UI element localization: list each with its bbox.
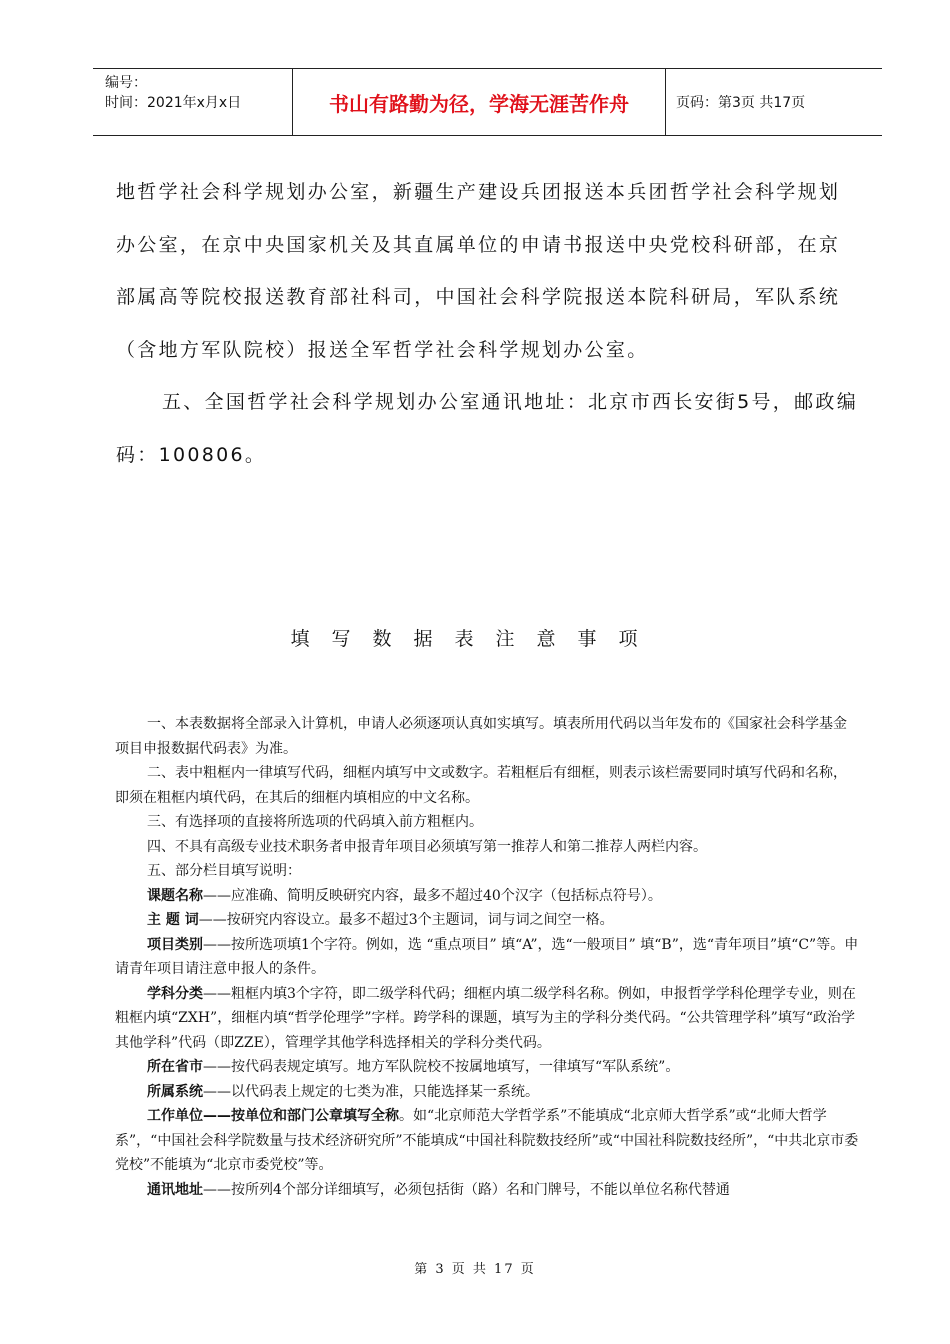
- page-header: [93, 68, 882, 136]
- field-term: 所属系统: [147, 1083, 203, 1100]
- field-description: ——应准确、简明反映研究内容，最多不超过40个汉字（包括标点符号）。: [203, 887, 662, 904]
- field-note: [115, 1178, 860, 1203]
- field-term: 项目类别: [147, 936, 203, 953]
- note-paragraph: 三、有选择项的直接将所选项的代码填入前方粗框内。: [147, 814, 483, 830]
- field-note: [115, 1080, 860, 1105]
- header-meta: [93, 69, 293, 135]
- body-paragraph: 地哲学社会科学规划办公室，新疆生产建设兵团报送本兵团哲学社会科学规划办公室，在京中央国家机关及其直属单位的申请书报送中央党校科研部，在京部属高等院校报送教育部社科司，中国社会科学院报送本院科研局，军队系统（含地方军队院校）报送全军哲学社会科学规划办公室。: [116, 181, 841, 361]
- section-title: 填写数据表注意事项: [290, 628, 660, 650]
- notes-section: [115, 712, 860, 1202]
- document-time: 时间：2021年x月x日: [105, 95, 242, 111]
- field-note: [115, 982, 860, 1056]
- body-text: [116, 166, 858, 481]
- header-motto: 书山有路勤为径，学海无涯苦作舟: [293, 69, 666, 135]
- field-description: ——按研究内容设立。最多不超过3个主题词，词与词之间空一格。: [198, 912, 614, 928]
- body-paragraph: 五、全国哲学社会科学规划办公室通讯地址：北京市西长安街5号，邮政编码：100806。: [116, 391, 858, 466]
- field-note: [115, 908, 860, 933]
- header-page-number: 页码：第3页 共17页: [676, 95, 806, 111]
- field-term: 工作单位——按单位和部门公章填写全称: [147, 1108, 399, 1124]
- note-paragraph: 二、表中粗框内一律填写代码，细框内填写中文或数字。若粗框后有细框，则表示该栏需要同时填写代码和名称，即须在粗框内填代码，在其后的细框内填相应的中文名称。: [115, 765, 847, 806]
- document-number: 编号：: [105, 75, 147, 91]
- field-description: ——粗框内填3个字符，即二级学科代码；细框内填二级学科名称。例如，申报哲学学科伦理学专业，则在粗框内填“ZXH”，细框内填“哲学伦理学”字样。跨学科的课题，填写为主的学科分类代码。“公共管理学科”填写“政治学其他学科”代码（即ZZE），管理学其他学科选择相关的学科分类代码。: [115, 985, 856, 1051]
- note-paragraph: 五、部分栏目填写说明：: [147, 863, 301, 879]
- field-description: ——以代码表上规定的七类为准，只能选择某一系统。: [203, 1083, 539, 1100]
- field-description: ——按所列4个部分详细填写，必须包括街（路）名和门牌号，不能以单位名称代替通: [203, 1181, 730, 1198]
- field-description: 。如“北京师范大学哲学系”不能填成“北京师大哲学系”或“北师大哲学系”，“中国社会科学院数量与技术经济研究所”不能填成“中国社科院数技经所”或“中国社科院数技经所”，“中共北京市委党校”不能填为“北京市委党校”等。: [115, 1108, 859, 1173]
- field-term: 学科分类: [147, 985, 203, 1002]
- field-note: [115, 1104, 860, 1178]
- field-term: 主 题 词: [147, 912, 199, 928]
- note-paragraph: 四、不具有高级专业技术职务者申报青年项目必须填写第一推荐人和第二推荐人两栏内容。: [147, 838, 707, 855]
- field-note: [115, 933, 860, 982]
- field-description: ——按所选项填1个字符。例如，选 “重点项目” 填“A”，选“一般项目” 填“B”，选“青年项目”填“C”等。申请青年项目请注意申报人的条件。: [115, 936, 859, 977]
- field-term: 所在省市: [147, 1059, 203, 1075]
- field-description: ——按代码表规定填写。地方军队院校不按属地填写，一律填写“军队系统”。: [203, 1059, 680, 1075]
- page-footer: 第 3 页 共 17 页: [414, 1262, 536, 1277]
- note-paragraph: 一、本表数据将全部录入计算机，申请人必须逐项认真如实填写。填表所用代码以当年发布的《国家社会科学基金项目申报数据代码表》为准。: [115, 716, 847, 757]
- field-note: [115, 1055, 860, 1080]
- field-term: 课题名称: [147, 887, 203, 904]
- field-term: 通讯地址: [147, 1181, 203, 1198]
- field-note: [115, 884, 860, 909]
